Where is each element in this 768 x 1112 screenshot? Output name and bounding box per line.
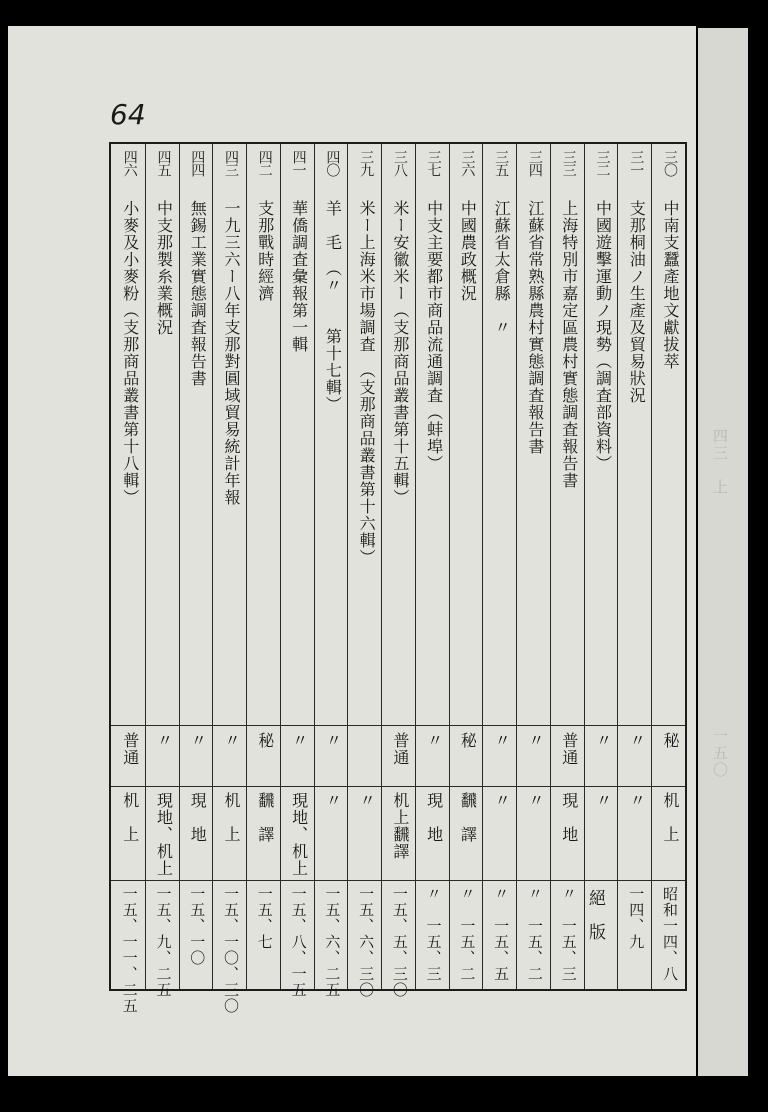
row-number: 四六 bbox=[121, 150, 138, 176]
row-date: 昭和一四、八 bbox=[660, 886, 679, 982]
row-title: 羊 毛 （〃 第十七輯） bbox=[323, 200, 343, 413]
row-date: 一五、九、二五 bbox=[154, 886, 173, 998]
row-number: 三〇 bbox=[661, 150, 678, 176]
row-title: 米ー上海米市場調査 （支那商品叢書第十六輯） bbox=[357, 200, 377, 566]
row-source: 現 地 bbox=[559, 792, 579, 843]
row-number: 三八 bbox=[391, 150, 408, 176]
row-number: 四三 bbox=[223, 150, 240, 176]
row-title: 支那戰時經濟 bbox=[255, 200, 275, 302]
row-title: 中支那製糸業概況 bbox=[154, 200, 174, 336]
table-row bbox=[381, 144, 415, 998]
row-source: 机 上 bbox=[222, 792, 242, 843]
row-number: 四四 bbox=[189, 150, 206, 176]
row-number: 四二 bbox=[256, 150, 273, 176]
row-classification: 〃 bbox=[492, 732, 512, 749]
row-classification: 〃 bbox=[627, 732, 647, 749]
row-date: 〃 一五、三 bbox=[559, 886, 578, 982]
row-number: 四一 bbox=[290, 150, 307, 176]
row-classification: 〃 bbox=[323, 732, 343, 749]
row-number: 三四 bbox=[526, 150, 543, 176]
table-row bbox=[651, 144, 685, 989]
row-date: 一五、一〇、三〇 bbox=[222, 886, 241, 1014]
row-source: 〃 bbox=[357, 792, 377, 809]
row-date: 〃 一五、三 bbox=[424, 886, 443, 982]
row-classification: 秘 bbox=[660, 732, 680, 749]
row-number: 三九 bbox=[358, 150, 375, 176]
row-number: 三五 bbox=[493, 150, 510, 176]
row-number: 三二 bbox=[594, 150, 611, 176]
row-classification: 〃 bbox=[289, 732, 309, 749]
table-row bbox=[246, 144, 280, 989]
ghost-text: 一五〇 bbox=[711, 728, 729, 779]
row-classification: 秘 bbox=[458, 732, 478, 749]
table-row bbox=[482, 144, 516, 989]
table-row bbox=[550, 144, 584, 989]
row-number: 三一 bbox=[628, 150, 645, 176]
row-source: 飜 譯 bbox=[458, 792, 478, 843]
row-classification: 〃 bbox=[424, 732, 444, 749]
row-title: 一九三六ー八年支那對圓域貿易統計年報 bbox=[222, 200, 242, 506]
row-source: 〃 bbox=[323, 792, 343, 809]
row-source: 〃 bbox=[492, 792, 512, 809]
row-classification: 普通 bbox=[390, 732, 410, 766]
row-date: 一五、七 bbox=[255, 886, 274, 950]
row-title: 中支主要都市商品流通調査（蚌埠） bbox=[424, 200, 444, 472]
row-classification: 〃 bbox=[525, 732, 545, 749]
row-date: 一五、六、三〇 bbox=[357, 886, 376, 998]
row-classification: 〃 bbox=[222, 732, 242, 749]
adjacent-page-strip bbox=[698, 28, 748, 1076]
row-classification: 普通 bbox=[120, 732, 140, 766]
row-title: 中國農政概況 bbox=[458, 200, 478, 302]
row-title: 江蘇省太倉縣 〃 bbox=[492, 200, 512, 336]
row-title: 江蘇省常熟縣農村實態調査報告書 bbox=[525, 200, 545, 455]
row-number: 三六 bbox=[459, 150, 476, 176]
row-source: 現地、机上 bbox=[289, 792, 309, 877]
row-date: 〃 一五、二 bbox=[458, 886, 477, 982]
row-title: 中國遊擊運動ノ現勢（調査部資料） bbox=[593, 200, 613, 472]
row-date: 一五、一〇 bbox=[188, 886, 207, 966]
row-title: 小麥及小麥粉（支那商品叢書第十八輯） bbox=[120, 200, 140, 506]
row-date: 一五、五、三〇 bbox=[390, 886, 409, 998]
row-classification: 普通 bbox=[559, 732, 579, 766]
row-source: 現 地 bbox=[188, 792, 208, 843]
table-row bbox=[179, 144, 213, 989]
table-row bbox=[111, 144, 145, 1014]
row-source: 机 上 bbox=[660, 792, 680, 843]
table-row bbox=[212, 144, 246, 1014]
row-date: 一五、六、二五 bbox=[323, 886, 342, 998]
table-row bbox=[449, 144, 483, 989]
row-number: 三七 bbox=[425, 150, 442, 176]
row-date: 〃 一五、二 bbox=[525, 886, 544, 982]
row-date: 〃 一五、五 bbox=[492, 886, 511, 982]
table-row bbox=[415, 144, 449, 989]
ghost-text: 四三 上 bbox=[711, 428, 729, 496]
row-number: 四五 bbox=[155, 150, 172, 176]
row-title: 華僑調査彙報第一輯 bbox=[289, 200, 309, 353]
row-title: 米ー安徽米ー（支那商品叢書第十五輯） bbox=[390, 200, 410, 506]
table-row bbox=[280, 144, 314, 998]
row-date: 一五、八、一五 bbox=[289, 886, 308, 998]
row-classification: 〃 bbox=[593, 732, 613, 749]
row-classification bbox=[348, 732, 381, 780]
table-row bbox=[516, 144, 550, 989]
row-classification: 秘 bbox=[255, 732, 275, 749]
row-date: 一四、九 bbox=[627, 886, 646, 950]
row-title: 支那桐油ノ生產及貿易狀況 bbox=[627, 200, 647, 404]
table-row bbox=[145, 144, 179, 998]
document-table bbox=[109, 142, 687, 1014]
row-source: 〃 bbox=[627, 792, 647, 809]
row-number: 三三 bbox=[560, 150, 577, 176]
row-source: 現地、机上 bbox=[154, 792, 174, 877]
row-source: 〃 bbox=[593, 792, 613, 809]
row-source: 机 上 bbox=[120, 792, 140, 843]
row-classification: 〃 bbox=[188, 732, 208, 749]
row-classification: 〃 bbox=[154, 732, 174, 749]
row-title: 中南支蠶產地文獻拔萃 bbox=[660, 200, 680, 370]
table-row bbox=[347, 144, 381, 998]
page-number: 64 bbox=[110, 98, 146, 131]
out-of-print-note: 絕 版 bbox=[585, 889, 605, 940]
table-row bbox=[584, 144, 618, 989]
row-title: 無錫工業實態調査報告書 bbox=[188, 200, 208, 387]
table-row bbox=[617, 144, 651, 989]
row-date: 一五、一一、二五 bbox=[120, 886, 139, 1014]
row-source: 〃 bbox=[525, 792, 545, 809]
row-source: 机上飜譯 bbox=[390, 792, 410, 860]
row-source: 現 地 bbox=[424, 792, 444, 843]
table-row bbox=[314, 144, 348, 998]
row-source: 飜 譯 bbox=[255, 792, 275, 843]
row-number: 四〇 bbox=[324, 150, 341, 176]
row-title: 上海特別市嘉定區農村實態調査報告書 bbox=[559, 200, 579, 489]
